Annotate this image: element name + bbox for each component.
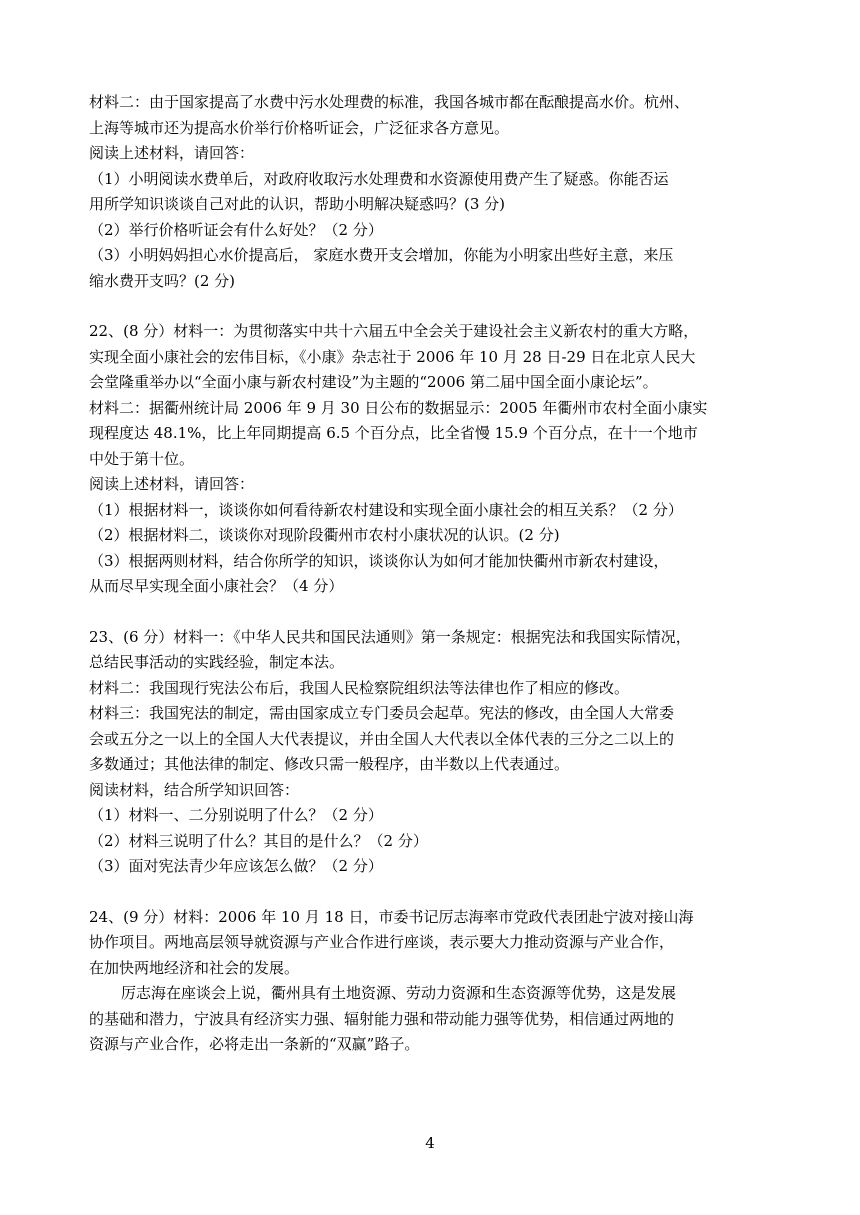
text-line: 的基础和潜力，宁波具有经济实力强、辐射能力强和带动能力强等优势，相信通过两地的 [89,1009,675,1028]
indented-text-line: 厉志海在座谈会上说，衢州具有土地资源、劳动力资源和生态资源等优势，这是发展 [121,984,677,1002]
text-line: （1）小明阅读水费单后，对政府收取污水处理费和水资源使用费产生了疑惑。你能否运 [89,169,669,188]
paragraph-gap [89,294,773,319]
question-22 [89,319,773,600]
text-line: （1）材料一、二分别说明了什么？（2 分） [89,806,383,824]
text-line: 实现全面小康社会的宏伟目标，《小康》杂志社于 2006 年 10 月 28 日-29 日在北京人民大 [89,347,696,366]
text-line: 现程度达 48.1%，比上年同期提高 6.5 个百分点，比全省慢 15.9 个百分点，在十一个地市 [89,424,698,442]
text-line: （3）小明妈妈担心水价提高后， 家庭水费开支会增加，你能为小明家出些好主意，来压 [89,246,674,264]
text-line: 材料三：我国宪法的制定，需由国家成立专门委员会起草。宪法的修改，由全国人大常委 [89,704,675,722]
paragraph-gap [89,600,773,625]
text-line: 资源与产业合作，必将走出一条新的“双赢”路子。 [89,1035,420,1053]
text-line: 22、(8 分）材料一：为贯彻落实中共十六届五中全会关于建设社会主义新农村的重大方略， [89,322,699,340]
text-line: 23、(6 分）材料一：《中华人民共和国民法通则》第一条规定：根据宪法和我国实际情况， [89,627,691,646]
text-line: 阅读上述材料，请回答： [89,475,255,493]
text-line: 上海等城市还为提高水价举行价格听证会，广泛征求各方意见。 [89,118,510,137]
text-line: （3）面对宪法青少年应该怎么做？（2 分） [89,857,383,875]
text-line: 阅读材料，结合所学知识回答： [89,780,300,799]
text-line: （2）举行价格听证会有什么好处？（2 分） [89,220,383,239]
text-line: 材料二：由于国家提高了水费中污水处理费的标准，我国各城市都在酝酿提高水价。杭州、 [89,93,690,111]
text-line: 阅读上述材料，请回答： [89,144,255,162]
text-line: （2）材料三说明了什么？其目的是什么？（2 分） [89,831,428,850]
paragraph-gap [89,880,773,905]
text-line: 多数通过；其他法律的制定、修改只需一般程序，由半数以上代表通过。 [89,755,570,773]
text-line: 协作项目。两地高层领导就资源与产业合作进行座谈，表示要大力推动资源与产业合作， [89,933,675,951]
text-line: 在加快两地经济和社会的发展。 [89,958,300,977]
question-24 [89,905,773,1058]
material-two-water-section [89,90,773,294]
question-23 [89,625,773,880]
text-line: 会堂隆重举办以“全面小康与新农村建设”为主题的“2006 第二届中国全面小康论坛”。 [89,373,658,391]
text-line: 总结民事活动的实践经验，制定本法。 [89,653,345,671]
text-line: 会或五分之一以上的全国人大代表提议，并由全国人大代表以全体代表的三分之二以上的 [89,729,675,748]
text-line: 中处于第十位。 [89,449,195,468]
page-number: 4 [425,1134,435,1152]
text-line: 缩水费开支吗？(2 分) [89,271,236,290]
text-line: （2）根据材料二，谈谈你对现阶段衢州市农村小康状况的认识。(2 分) [89,526,560,544]
text-line: （3）根据两则材料，结合你所学的知识，谈谈你认为如何才能加快衢州市新农村建设， [89,551,669,570]
text-line: （1）根据材料一，谈谈你如何看待新农村建设和实现全面小康社会的相互关系？（2 分） [89,500,683,519]
document-page [89,90,773,1058]
text-line: 24、(9 分）材料：2006 年 10 月 18 日，市委书记厉志海率市党政代表团赴宁波对接山海 [89,907,694,926]
text-line: 材料二：我国现行宪法公布后，我国人民检察院组织法等法律也作了相应的修改。 [89,678,630,697]
text-line: 材料二：据衢州统计局 2006 年 9 月 30 日公布的数据显示：2005 年衢州市农村全面小康实 [89,398,708,417]
text-line: 从而尽早实现全面小康社会？（4 分） [89,577,344,595]
text-line: 用所学知识谈谈自己对此的认识，帮助小明解决疑惑吗？(3 分) [89,195,506,213]
